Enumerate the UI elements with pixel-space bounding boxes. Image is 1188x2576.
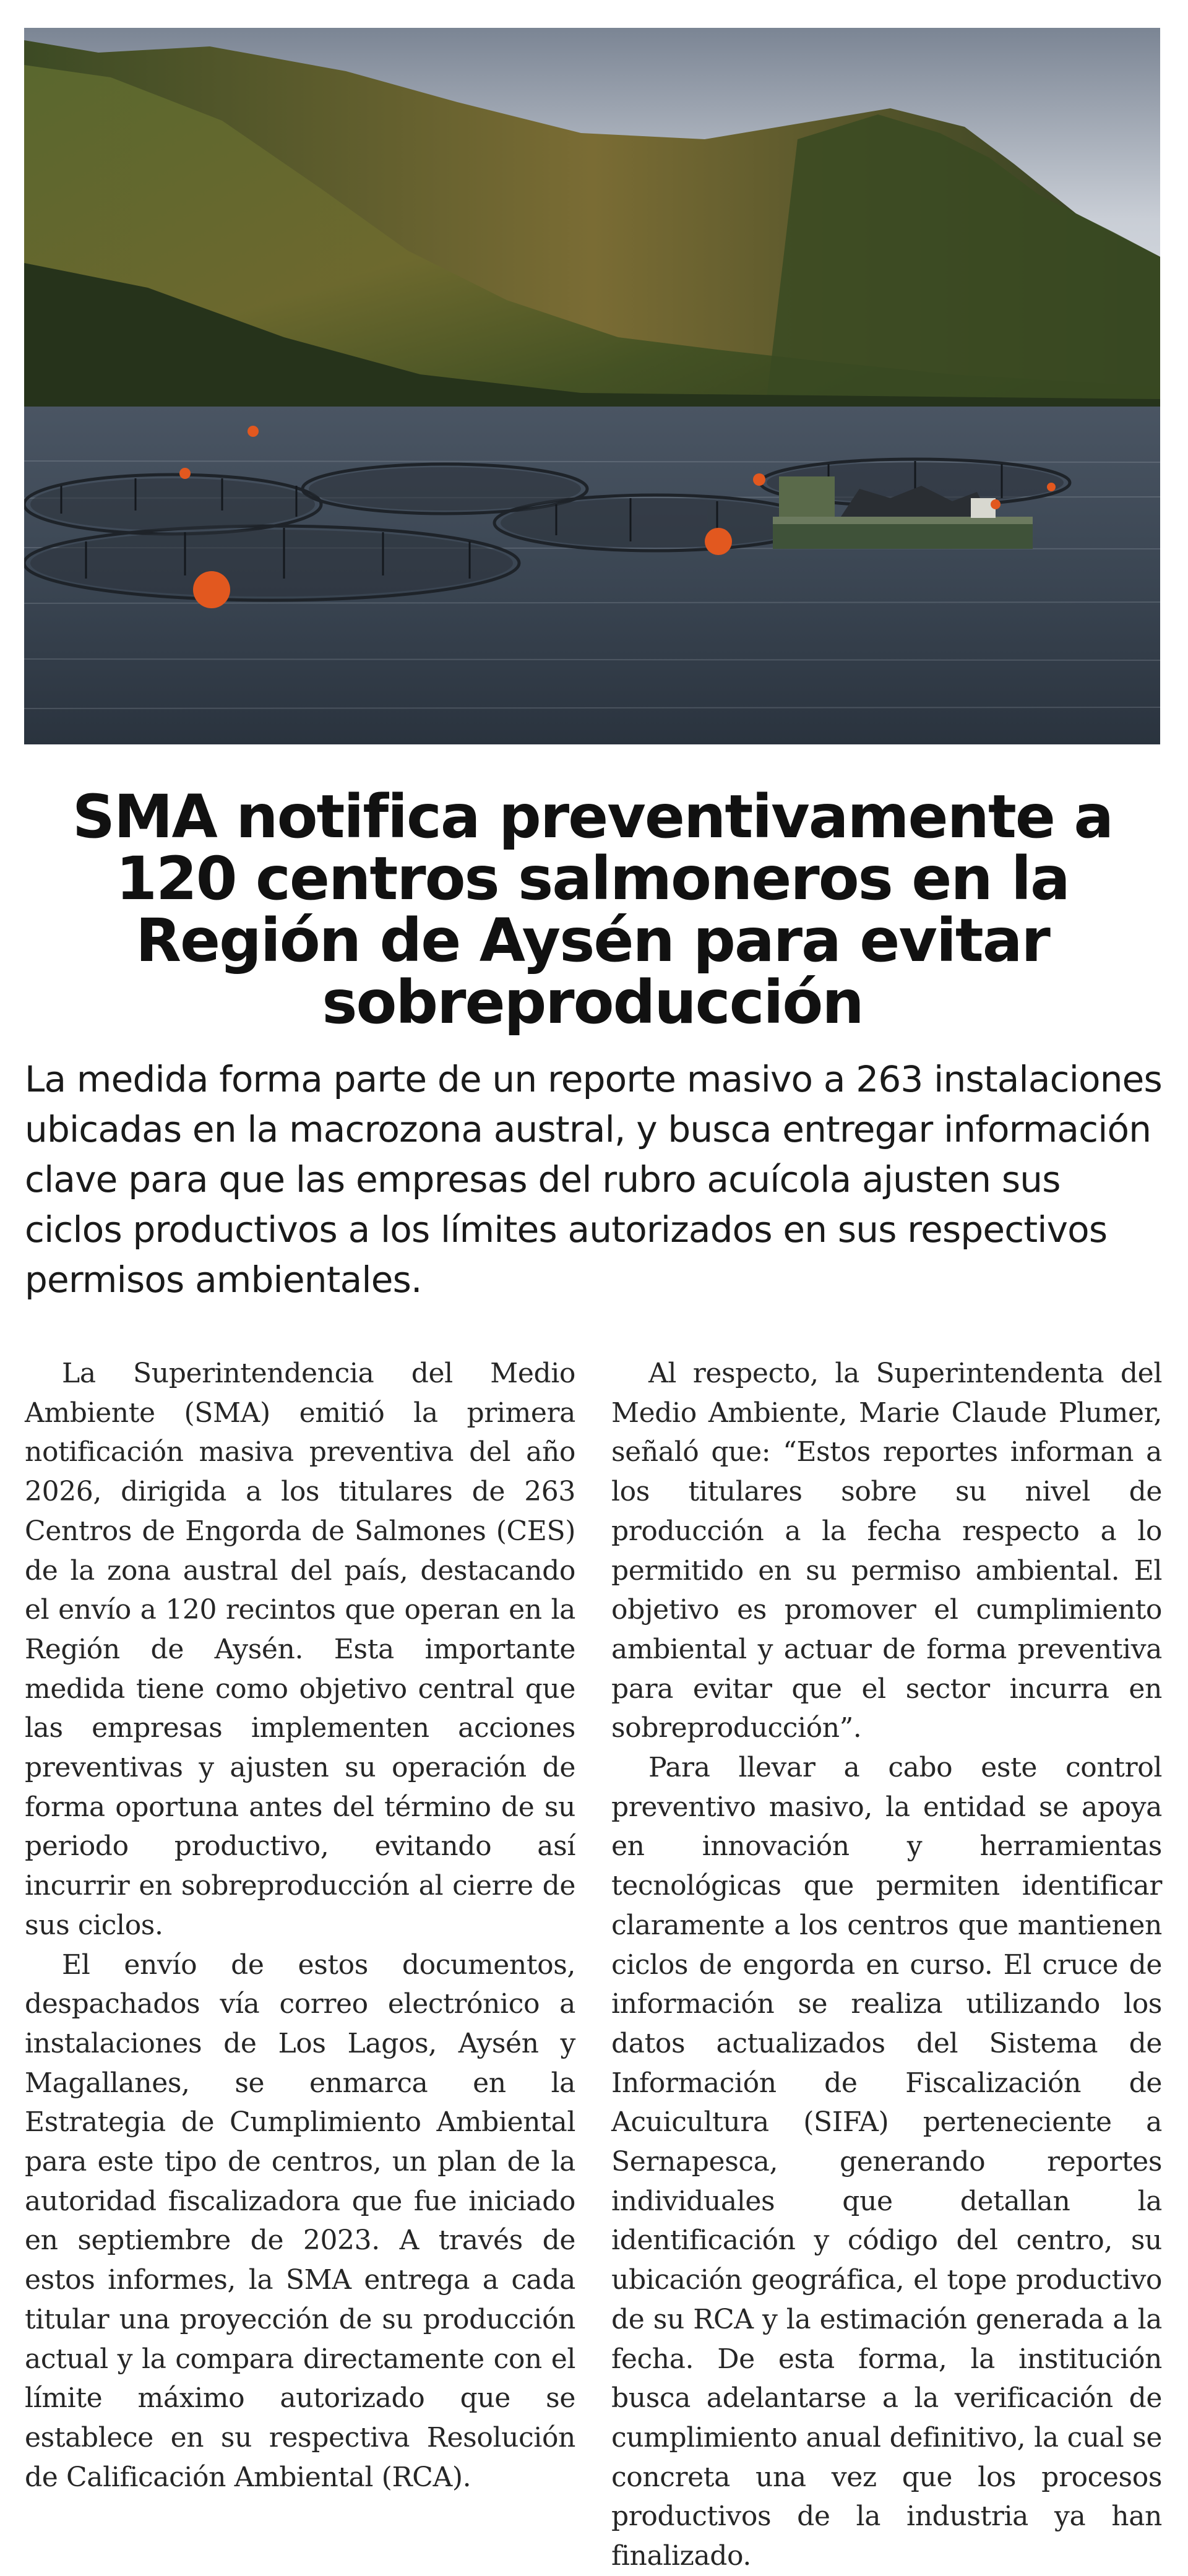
body-paragraph: Al respecto, la Superintendenta del Medio Ambiente, Marie Claude Plumer, señaló que: “Estos reportes informan a los titulares sobre su nivel de producción a la fecha respecto a lo permitido en su permiso ambiental. El objetivo es promover el cumplimiento ambiental y actuar de forma preventiva para evitar que el sector incurra en sobreproducción”. [611, 1358, 1162, 1744]
article-body-left-column [25, 1354, 575, 2497]
article-subheadline: La medida forma parte de un reporte masivo a 263 instalaciones ubicadas en la macrozona austral, y busca entregar información clave para que las empresas del rubro acuícola ajusten sus ciclos productivos a los límites autorizados en sus respectivos permisos ambientales. [25, 1058, 1162, 1301]
article-headline: SMA notifica preventivamente a 120 centros salmoneros en la Región de Aysén para evitar sobreproducción [72, 782, 1113, 1037]
body-paragraph: La Superintendencia del Medio Ambiente (SMA) emitió la primera notificación masiva preventiva del año 2026, dirigida a los titulares de 263 Centros de Engorda de Salmones (CES) de la zona austral del país, destacando el envío a 120 recintos que operan en la Región de Aysén. Esta importante medida tiene como objetivo central que las empresas implementen acciones preventivas y ajusten su operación de forma oportuna antes del término de su periodo productivo, evitando así incurrir en sobreproducción al cierre de sus ciclos. [25, 1358, 575, 1941]
article-photo [24, 28, 1160, 744]
article-body-right-column [611, 1354, 1162, 2576]
body-paragraph: Para llevar a cabo este control preventivo masivo, la entidad se apoya en innovación y herramientas tecnológicas que permiten identificar claramente a los centros que mantienen ciclos de engorda en curso. El cruce de información se realiza utilizando los datos actualizados del Sistema de Información de Fiscalización de Acuicultura (SIFA) perteneciente a Sernapesca, generando reportes individuales que detallan la identificación y código del centro, su ubicación geográfica, el tope productivo de su RCA y la estimación generada a la fecha. De esta forma, la institución busca adelantarse a la verificación de cumplimiento anual definitivo, la cual se concreta una vez que los procesos productivos de la industria ya han finalizado. [611, 1752, 1162, 2572]
body-paragraph: El envío de estos documentos, despachados vía correo electrónico a instalaciones de Los Lagos, Aysén y Magallanes, se enmarca en la Estrategia de Cumplimiento Ambiental para este tipo de centros, un plan de la autoridad fiscalizadora que fue iniciado en septiembre de 2023. A través de estos informes, la SMA entrega a cada titular una proyección de su producción actual y la compara directamente con el límite máximo autorizado que se establece en su respectiva Resolución de Calificación Ambiental (RCA). [25, 1949, 575, 2493]
salmon-farm-photo [24, 28, 1160, 744]
